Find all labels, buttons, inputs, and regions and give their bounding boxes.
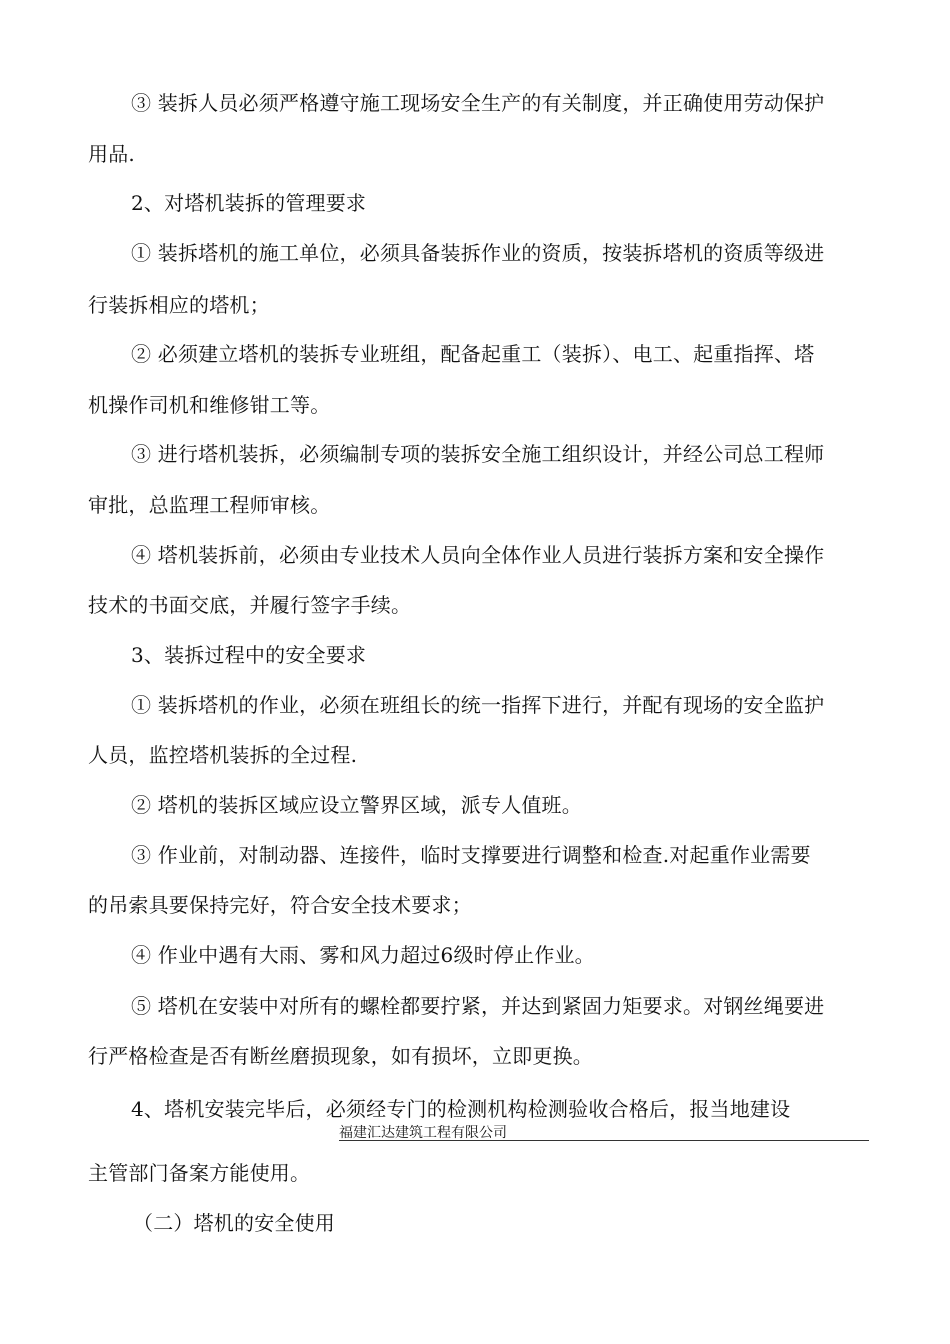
paragraph-line: 4、塔机安装完毕后，必须经专门的检测机构检测验收合格后，报当地建设 xyxy=(131,1097,791,1121)
paragraph-line: 人员，监控塔机装拆的全过程. xyxy=(88,743,358,767)
paragraph-line: ② 塔机的装拆区域应设立警界区域，派专人值班。 xyxy=(131,793,582,817)
paragraph-line: 技术的书面交底，并履行签字手续。 xyxy=(88,593,412,617)
footer-divider xyxy=(339,1140,869,1141)
footer-company-name: 福建汇达建筑工程有限公司 xyxy=(339,1125,507,1141)
paragraph-line: ③ 装拆人员必须严格遵守施工现场安全生产的有关制度，并正确使用劳动保护 xyxy=(131,91,825,115)
paragraph-line: ① 装拆塔机的施工单位，必须具备装拆作业的资质，按装拆塔机的资质等级进 xyxy=(131,241,825,265)
section-heading: 3、装拆过程中的安全要求 xyxy=(131,643,367,667)
paragraph-line: ① 装拆塔机的作业，必须在班组长的统一指挥下进行，并配有现场的安全监护 xyxy=(131,693,825,717)
paragraph-line: ③ 进行塔机装拆，必须编制专项的装拆安全施工组织设计，并经公司总工程师 xyxy=(131,442,825,466)
section-heading: （二）塔机的安全使用 xyxy=(133,1211,335,1235)
paragraph-line: 行装拆相应的塔机； xyxy=(88,293,270,317)
paragraph-line: 审批，总监理工程师审核。 xyxy=(88,493,331,517)
paragraph-line: ⑤ 塔机在安装中对所有的螺栓都要拧紧，并达到紧固力矩要求。对钢丝绳要进 xyxy=(131,994,825,1018)
paragraph-line: 的吊索具要保持完好，符合安全技术要求； xyxy=(88,893,472,917)
section-heading: 2、对塔机装拆的管理要求 xyxy=(131,191,367,215)
paragraph-line: 机操作司机和维修钳工等。 xyxy=(88,393,331,417)
paragraph-line: 用品. xyxy=(88,142,135,166)
paragraph-line: 行严格检查是否有断丝磨损现象，如有损坏，立即更换。 xyxy=(88,1044,593,1068)
paragraph-line: ④ 作业中遇有大雨、雾和风力超过6级时停止作业。 xyxy=(131,943,595,967)
paragraph-line: ③ 作业前，对制动器、连接件，临时支撑要进行调整和检查.对起重作业需要 xyxy=(131,843,811,867)
paragraph-line: 主管部门备案方能使用。 xyxy=(88,1161,311,1185)
paragraph-line: ④ 塔机装拆前，必须由专业技术人员向全体作业人员进行装拆方案和安全操作 xyxy=(131,543,825,567)
paragraph-line: ② 必须建立塔机的装拆专业班组，配备起重工（装拆）、电工、起重指挥、塔 xyxy=(131,342,815,366)
